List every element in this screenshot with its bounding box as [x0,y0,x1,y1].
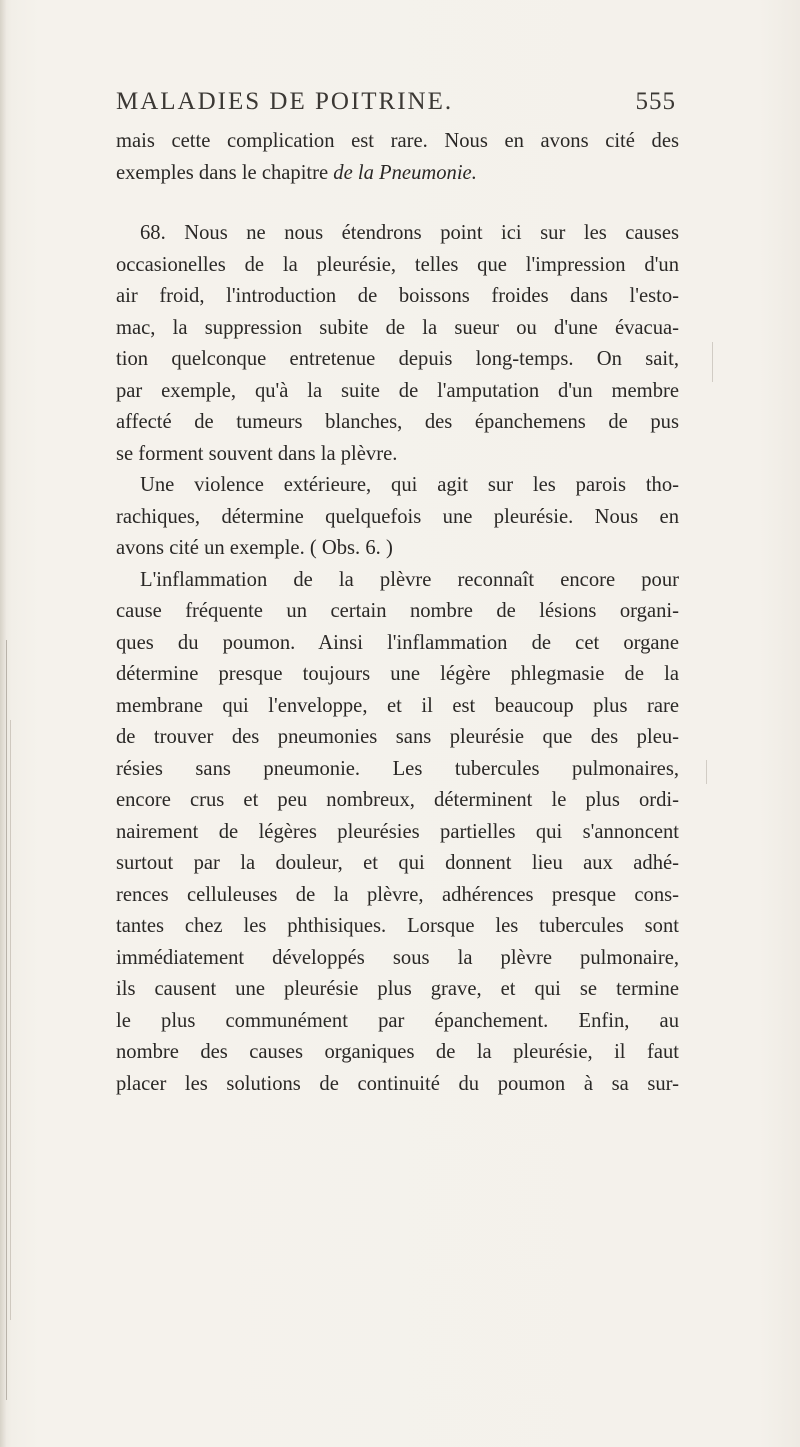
text-line: nombre des causes organiques de la pleurésie, il faut [116,1041,679,1063]
text-line: occasionelles de la pleurésie, telles que l'impression d'un [116,253,679,276]
paragraph-gap [116,189,679,218]
running-head [116,88,676,128]
margin-mark [10,720,11,1320]
page-number: 555 [635,88,676,115]
margin-mark [6,640,7,1400]
text-line: encore crus et peu nombreux, déterminent le plus ordi- [116,789,679,811]
margin-mark [706,760,707,784]
text-line: ques du poumon. Ainsi l'inflammation de cet organe [116,631,679,654]
text-line: affecté de tumeurs blanches, des épanchemens de pus [116,411,679,433]
text-line: mac, la suppression subite de la sueur ou d'une évacua- [116,316,679,339]
text-line: se forment souvent dans la plèvre. [116,442,398,465]
text-line: avons cité un exemple. ( Obs. 6. ) [116,537,393,559]
text-line: placer les solutions de continuité du poumon à sa sur- [116,1072,679,1095]
text-line: 68. Nous ne nous étendrons point ici sur les causes [140,222,679,244]
text-line: par exemple, qu'à la suite de l'amputation d'un membre [116,379,679,402]
text-line: résies sans pneumonie. Les tubercules pulmonaires, [116,757,679,780]
text-line [116,158,679,190]
text-line: membrane qui l'enveloppe, et il est beaucoup plus rare [116,694,679,717]
page-text [116,126,679,1100]
text-line: immédiatement développés sous la plèvre pulmonaire, [116,946,679,969]
text-fragment: exemples dans le chapitre [116,161,334,184]
text-line: L'inflammation de la plèvre reconnaît encore pour [140,568,679,591]
margin-mark [712,342,713,382]
chapter-reference: de la Pneumonie. [333,161,477,184]
text-line: rachiques, détermine quelquefois une pleurésie. Nous en [116,505,679,528]
section-68 [116,218,679,1100]
text-line: tantes chez les phthisiques. Lorsque les tubercules sont [116,915,679,937]
text-line: détermine presque toujours une légère phlegmasie de la [116,663,679,685]
text-line: Une violence extérieure, qui agit sur les parois tho- [140,474,679,496]
text-line: air froid, l'introduction de boissons froides dans l'esto- [116,285,679,307]
paragraph-continuation [116,126,679,189]
text-line: mais cette complication est rare. Nous en avons cité des [116,130,679,152]
text-line: rences celluleuses de la plèvre, adhérences presque cons- [116,883,679,906]
text-line: surtout par la douleur, et qui donnent lieu aux adhé- [116,852,679,874]
text-line: nairement de légères pleurésies partielles qui s'annoncent [116,820,679,843]
text-line: ils causent une pleurésie plus grave, et qui se termine [116,978,679,1000]
running-title: MALADIES DE POITRINE. [116,88,454,115]
text-line: tion quelconque entretenue depuis long-temps. On sait, [116,348,679,370]
text-line: de trouver des pneumonies sans pleurésie que des pleu- [116,726,679,748]
text-line: cause fréquente un certain nombre de lésions organi- [116,600,679,622]
text-line: le plus communément par épanchement. Enfin, au [116,1009,679,1032]
